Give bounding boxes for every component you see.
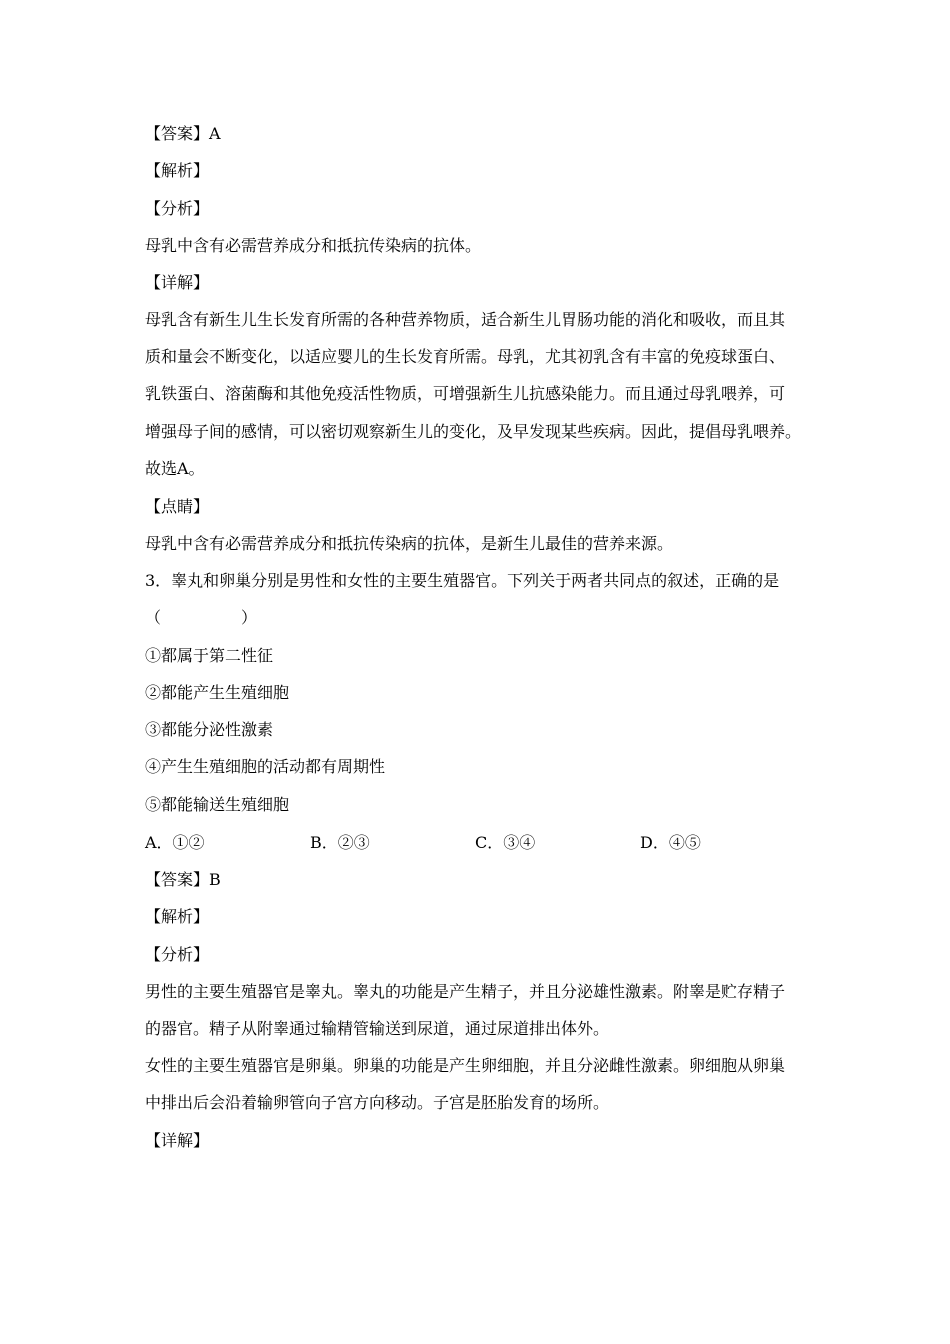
statement-item: ①都属于第二性征 xyxy=(145,646,274,665)
statement-item: ⑤都能输送生殖细胞 xyxy=(145,795,290,814)
male-text-line: 的器官。精子从附睾通过输精管输送到尿道，通过尿道排出体外。 xyxy=(145,1019,610,1038)
option-a: A．①② xyxy=(145,833,205,852)
detail-line: 增强母子间的感情，可以密切观察新生儿的变化，及早发现某些疾病。因此，提倡母乳喂养。 xyxy=(145,422,802,441)
analysis-heading: 【解析】 xyxy=(145,161,210,180)
answer-label: 【答案】A xyxy=(145,124,221,143)
option-d: D．④⑤ xyxy=(640,833,701,852)
detail-line: 故选A。 xyxy=(145,459,205,478)
female-text-line: 女性的主要生殖器官是卵巢。卵巢的功能是产生卵细胞，并且分泌雌性激素。卵细胞从卵巢 xyxy=(145,1056,786,1075)
question-stem: 3．睾丸和卵巢分别是男性和女性的主要生殖器官。下列关于两者共同点的叙述，正确的是 xyxy=(145,571,780,590)
option-b: B．②③ xyxy=(310,833,370,852)
female-text-line: 中排出后会沿着输卵管向子宫方向移动。子宫是胚胎发育的场所。 xyxy=(145,1093,610,1112)
detail-line: 质和量会不断变化，以适应婴儿的生长发育所需。母乳，尤其初乳含有丰富的免疫球蛋白、 xyxy=(145,347,786,366)
statement-item: ③都能分泌性激素 xyxy=(145,720,274,739)
answer-label: 【答案】B xyxy=(145,870,221,889)
comment-heading: 【点睛】 xyxy=(145,497,210,516)
statement-item: ②都能产生生殖细胞 xyxy=(145,683,290,702)
fenxi-text: 母乳中含有必需营养成分和抵抗传染病的抗体。 xyxy=(145,236,482,255)
option-c: C．③④ xyxy=(475,833,536,852)
male-text-line: 男性的主要生殖器官是睾丸。睾丸的功能是产生精子，并且分泌雄性激素。附睾是贮存精子 xyxy=(145,982,786,1001)
detail-line: 乳铁蛋白、溶菌酶和其他免疫活性物质，可增强新生儿抗感染能力。而且通过母乳喂养，可 xyxy=(145,384,786,403)
statement-item: ④产生生殖细胞的活动都有周期性 xyxy=(145,757,386,776)
comment-text: 母乳中含有必需营养成分和抵抗传染病的抗体，是新生儿最佳的营养来源。 xyxy=(145,534,674,553)
detail-heading: 【详解】 xyxy=(145,273,210,292)
fenxi-heading: 【分析】 xyxy=(145,945,210,964)
question-blank: （ ） xyxy=(145,608,258,627)
detail-heading: 【详解】 xyxy=(145,1131,210,1150)
detail-line: 母乳含有新生儿生长发育所需的各种营养物质，适合新生儿胃肠功能的消化和吸收，而且其 xyxy=(145,310,786,329)
answer-options xyxy=(145,833,810,853)
fenxi-heading: 【分析】 xyxy=(145,199,210,218)
analysis-heading: 【解析】 xyxy=(145,907,210,926)
